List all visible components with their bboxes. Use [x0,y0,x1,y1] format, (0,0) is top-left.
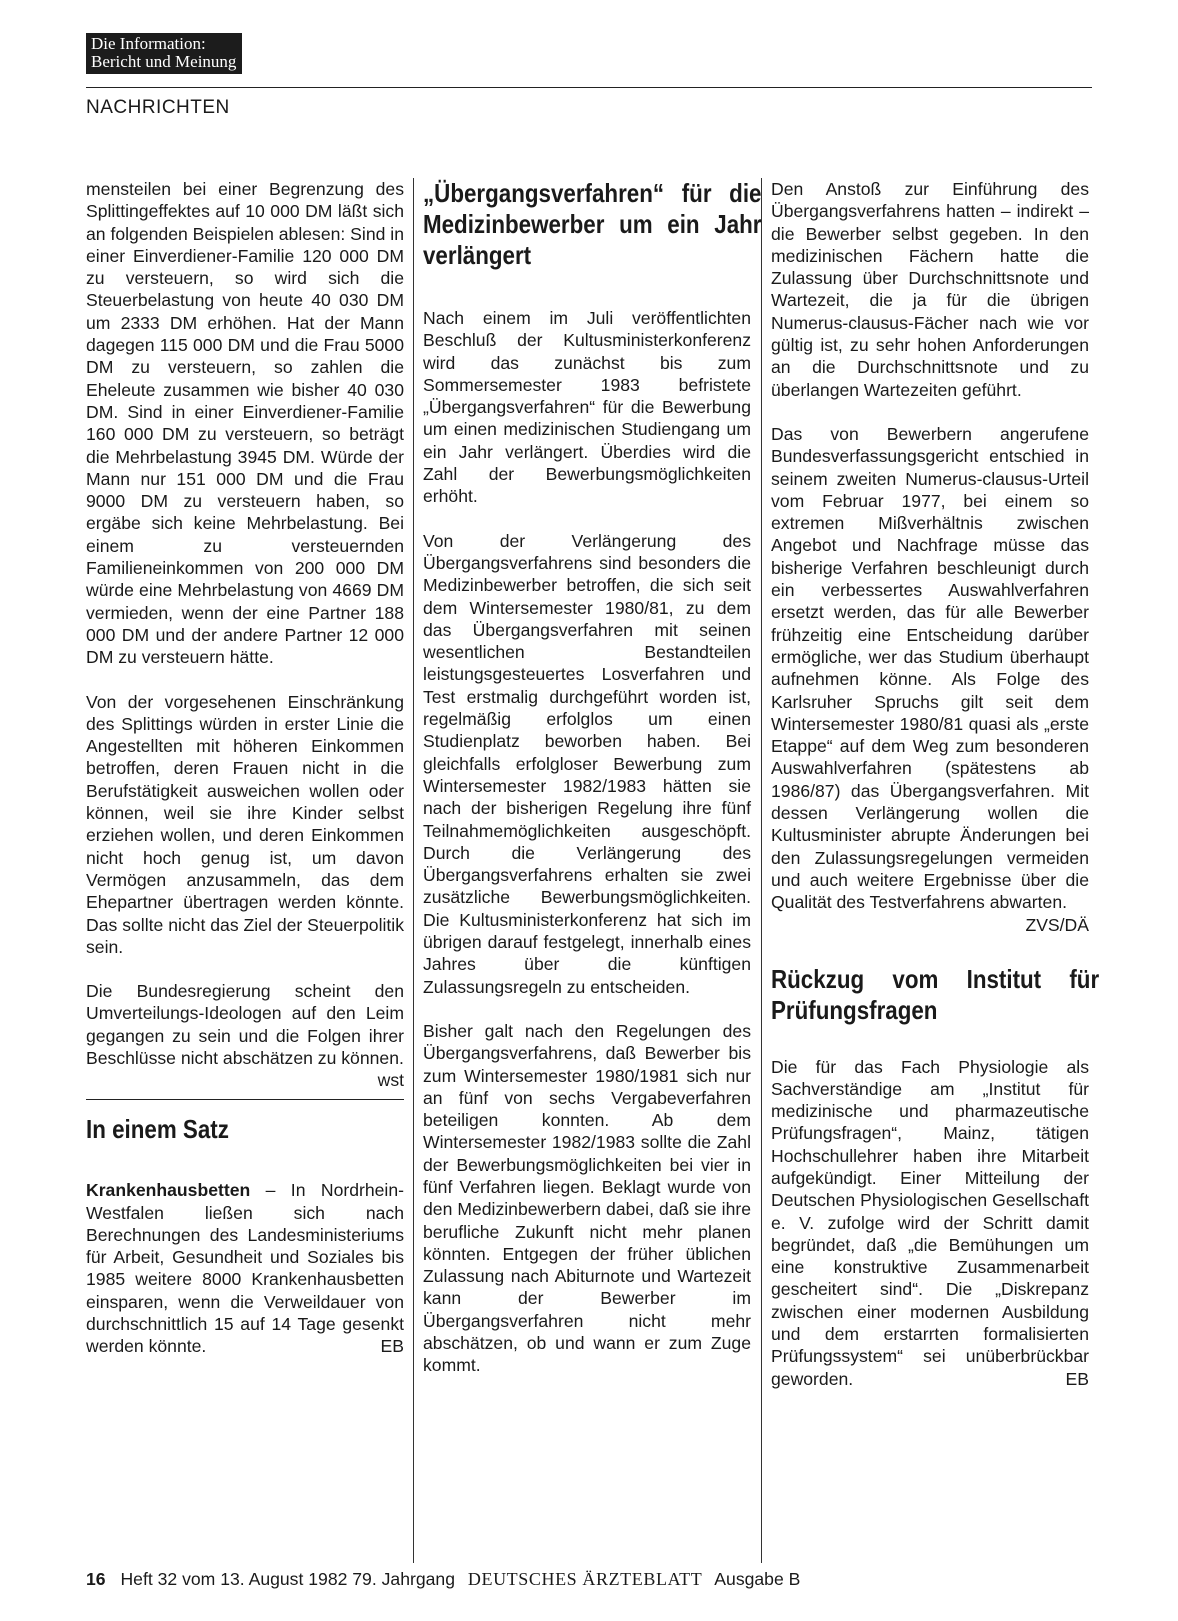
issue-info: Heft 32 vom 13. August 1982 79. Jahrgang [120,1569,455,1589]
page-footer [86,1569,800,1590]
col1-paragraph-4 [86,1179,404,1357]
col3-paragraph-3-signature: EB [1065,1368,1089,1389]
col3-paragraph-2-signature: ZVS/DÄ [1025,914,1089,935]
col3-paragraph-2-text: Das von Bewerbern angerufene Bundesverfassungsgericht entschied in seinem zweiten Numerus-clausus-Urteil vom Februar 1977, bei einem so extremen Mißverhältnis zwischen Angebot und Nachfrage müsse das bisherige Verfahren beschleunigt durch ein verbessertes Auswahlverfahren ersetzt werden, das für alle Bewerber frühzeitig eine Entscheidung darüber ermögliche, wer das Studium überhaupt aufnehmen könne. Als Folge des Karlsruher Spruchs gilt seit dem Wintersemester 1980/81 quasi als „erste Etappe“ auf dem Weg zum besonderen Auswahlverfahren (spätestens ab 1986/87) das Übergangsverfahren. Mit dessen Verlängerung wollen die Kultusminister abrupte Änderungen bei den Zulassungsregelungen vermeiden und auch weitere Ergebnisse über die Qualität des Testverfahrens abwarten. [771,423,1089,913]
column-2 [423,178,762,1399]
edition: Ausgabe B [714,1569,801,1589]
masthead [86,33,242,74]
col1-paragraph-3 [86,980,404,1091]
column-1 [86,178,404,1380]
col1-paragraph-4-text: – In Nordrhein-Westfalen ließen sich nach Berechnungen des Landesministeriums für Arbeit, Gesundheit und Soziales bis 1985 weitere 8000 Krankenhausbetten einsparen, wenn die Verweildauer von durchschnittlich 15 auf 14 Tage gesenkt werden könnte. [86,1180,404,1357]
section-rule [86,1099,404,1100]
col1-paragraph-1: mensteilen bei einer Begrenzung des Splittingeffektes auf 10 000 DM läßt sich an folgenden Beispielen ablesen: Sind in einer Einverdiener-Familie 120 000 DM zu versteuern, so wird sich die Steuerbelastung von heute 40 030 DM um 2333 DM erhöhen. Hat der Mann dagegen 115 000 DM und die Frau 5000 DM zu versteuern, so zahlen die Eheleute zusammen wie bisher 40 030 DM. Sind in einer Einverdiener-Familie 160 000 DM zu versteuern, so beträgt die Mehrbelastung 3945 DM. Würde der Mann nur 151 000 DM und die Frau 9000 DM zu versteuern haben, so ergäbe sich keine Mehrbelastung. Bei einem zu versteuernden Familieneinkommen von 200 000 DM würde eine Mehrbelastung von 4669 DM vermieden, wenn der eine Partner 188 000 DM und der andere Partner 12 000 DM zu versteuern hätte. [86,179,404,668]
top-rule [86,87,1092,88]
masthead-line2: Bericht und Meinung [91,52,237,71]
col3-paragraph-3 [771,1056,1089,1390]
col2-paragraph-3: Bisher galt nach den Regelungen des Übergangsverfahrens, daß Bewerber bis zum Wintersemester 1980/1981 sich nur an fünf von sechs Vergabeverfahren beteiligen konnten. Ab dem Wintersemester 1982/1983 sollte die Zahl der Bewerbungsmöglichkeiten bei vier in fünf Verfahren liegen. Beklagt wurde von den Medizinbewerbern dabei, daß sie ihre berufliche Zukunft nicht mehr planen könnten. Entgegen der früher üblichen Zulassung nach Abiturnote und Wartezeit kann der Bewerber im Übergangsverfahren nicht mehr abschätzen, ob und wann er zum Zuge kommt. [423,1020,751,1376]
col2-paragraph-2: Von der Verlängerung des Übergangsverfahrens sind besonders die Medizinbewerber betroffen, die sich seit dem Wintersemester 1980/81, zu dem das Übergangsverfahren mit seinen wesentlichen Bestandteilen leistungsgesteuertes Losverfahren und Test erstmalig durchgeführt worden ist, regelmäßig erfolglos um einen Studienplatz beworben haben. Bei gleichfalls erfolgloser Bewerbung zum Wintersemester 1982/1983 hätten sie nach der bisherigen Regelung ihre fünf Teilnahmemöglichkeiten ausgeschöpft. Durch die Verlängerung des Übergangsverfahrens erhalten sie zwei zusätzliche Bewerbungsmöglichkeiten. Die Kultusministerkonferenz hat sich im übrigen darauf festgelegt, innerhalb eines Jahres über die künftigen Zulassungsregeln zu entscheiden. [423,530,751,997]
column-divider-2 [761,178,762,1563]
masthead-line1: Die Information: [91,34,206,53]
column-3 [771,178,1100,1412]
section-label: NACHRICHTEN [86,97,230,118]
col3-paragraph-1: Den Anstoß zur Einführung des Übergangsverfahrens hatten – indirekt – die Bewerber selbst gegeben. In den medizinischen Fächern hatte die Zulassung über Durchschnittsnote und Wartezeit, die ja für die übrigen Numerus-clausus-Fächer nach wie vor gültig ist, zu sehr hohen Anforderungen an die Durchschnittsnote und zu überlangen Wartezeiten geführt. [771,179,1089,400]
column-divider-1 [413,178,414,1563]
heading-rueckzug: Rückzug vom Institut für Prüfungsfragen [771,963,1100,1025]
col1-paragraph-3-signature: wst [377,1070,404,1091]
col1-paragraph-3-text: Die Bundesregierung scheint den Umverteilungs-Ideologen auf den Leim gegangen zu sein und die Folgen ihrer Beschlüsse nicht abschätzen zu können. [86,981,404,1068]
col1-paragraph-4-signature: EB [380,1336,404,1357]
publication-name: DEUTSCHES ÄRZTEBLATT [467,1569,703,1589]
col3-paragraph-3-text: Die für das Fach Physiologie als Sachverständige am „Institut für medizinische und pharmazeutische Prüfungsfragen“, Mainz, tätigen Hochschullehrer haben ihre Mitarbeit aufgekündigt. Einer Mitteilung der Deutschen Physiologischen Gesellschaft e. V. zufolge wird der Schritt damit begründet, daß „die Bemühungen um eine konstruktive Zusammenarbeit gescheitert sind“. Die „Diskrepanz zwischen einer modernen Ausbildung und dem erstarrten formalisierten Prüfungssystem“ sei unüberbrückbar geworden. [771,1056,1089,1389]
heading-in-einem-satz: In einem Satz [86,1114,229,1145]
heading-uebergangsverfahren: „Übergangsverfahren“ für die Medizinbewerber um ein Jahr verlängert [423,178,762,270]
col1-paragraph-2: Von der vorgesehenen Einschränkung des Splittings würden in erster Linie die Angestellten mit höheren Einkommen betroffen, deren Frauen nicht in die Berufstätigkeit ausweichen wollen oder können, weil sie ihre Kinder selbst erziehen wollen, und deren Einkommen nicht hoch genug ist, um davon Vermögen anzusammeln, das dem Ehepartner übertragen werden könnte. Das sollte nicht das Ziel der Steuerpolitik sein. [86,691,404,957]
col2-paragraph-1: Nach einem im Juli veröffentlichten Beschluß der Kultusministerkonferenz wird das zunächst bis zum Sommersemester 1983 befristete „Übergangsverfahren“ für die Bewerbung um einen medizinischen Studiengang um ein Jahr verlängert. Überdies wird die Zahl der Bewerbungsmöglichkeiten erhöht. [423,308,751,507]
col1-paragraph-4-lead: Krankenhausbetten [86,1180,251,1201]
col3-paragraph-2 [771,423,1089,935]
page-number: 16 [86,1569,106,1589]
